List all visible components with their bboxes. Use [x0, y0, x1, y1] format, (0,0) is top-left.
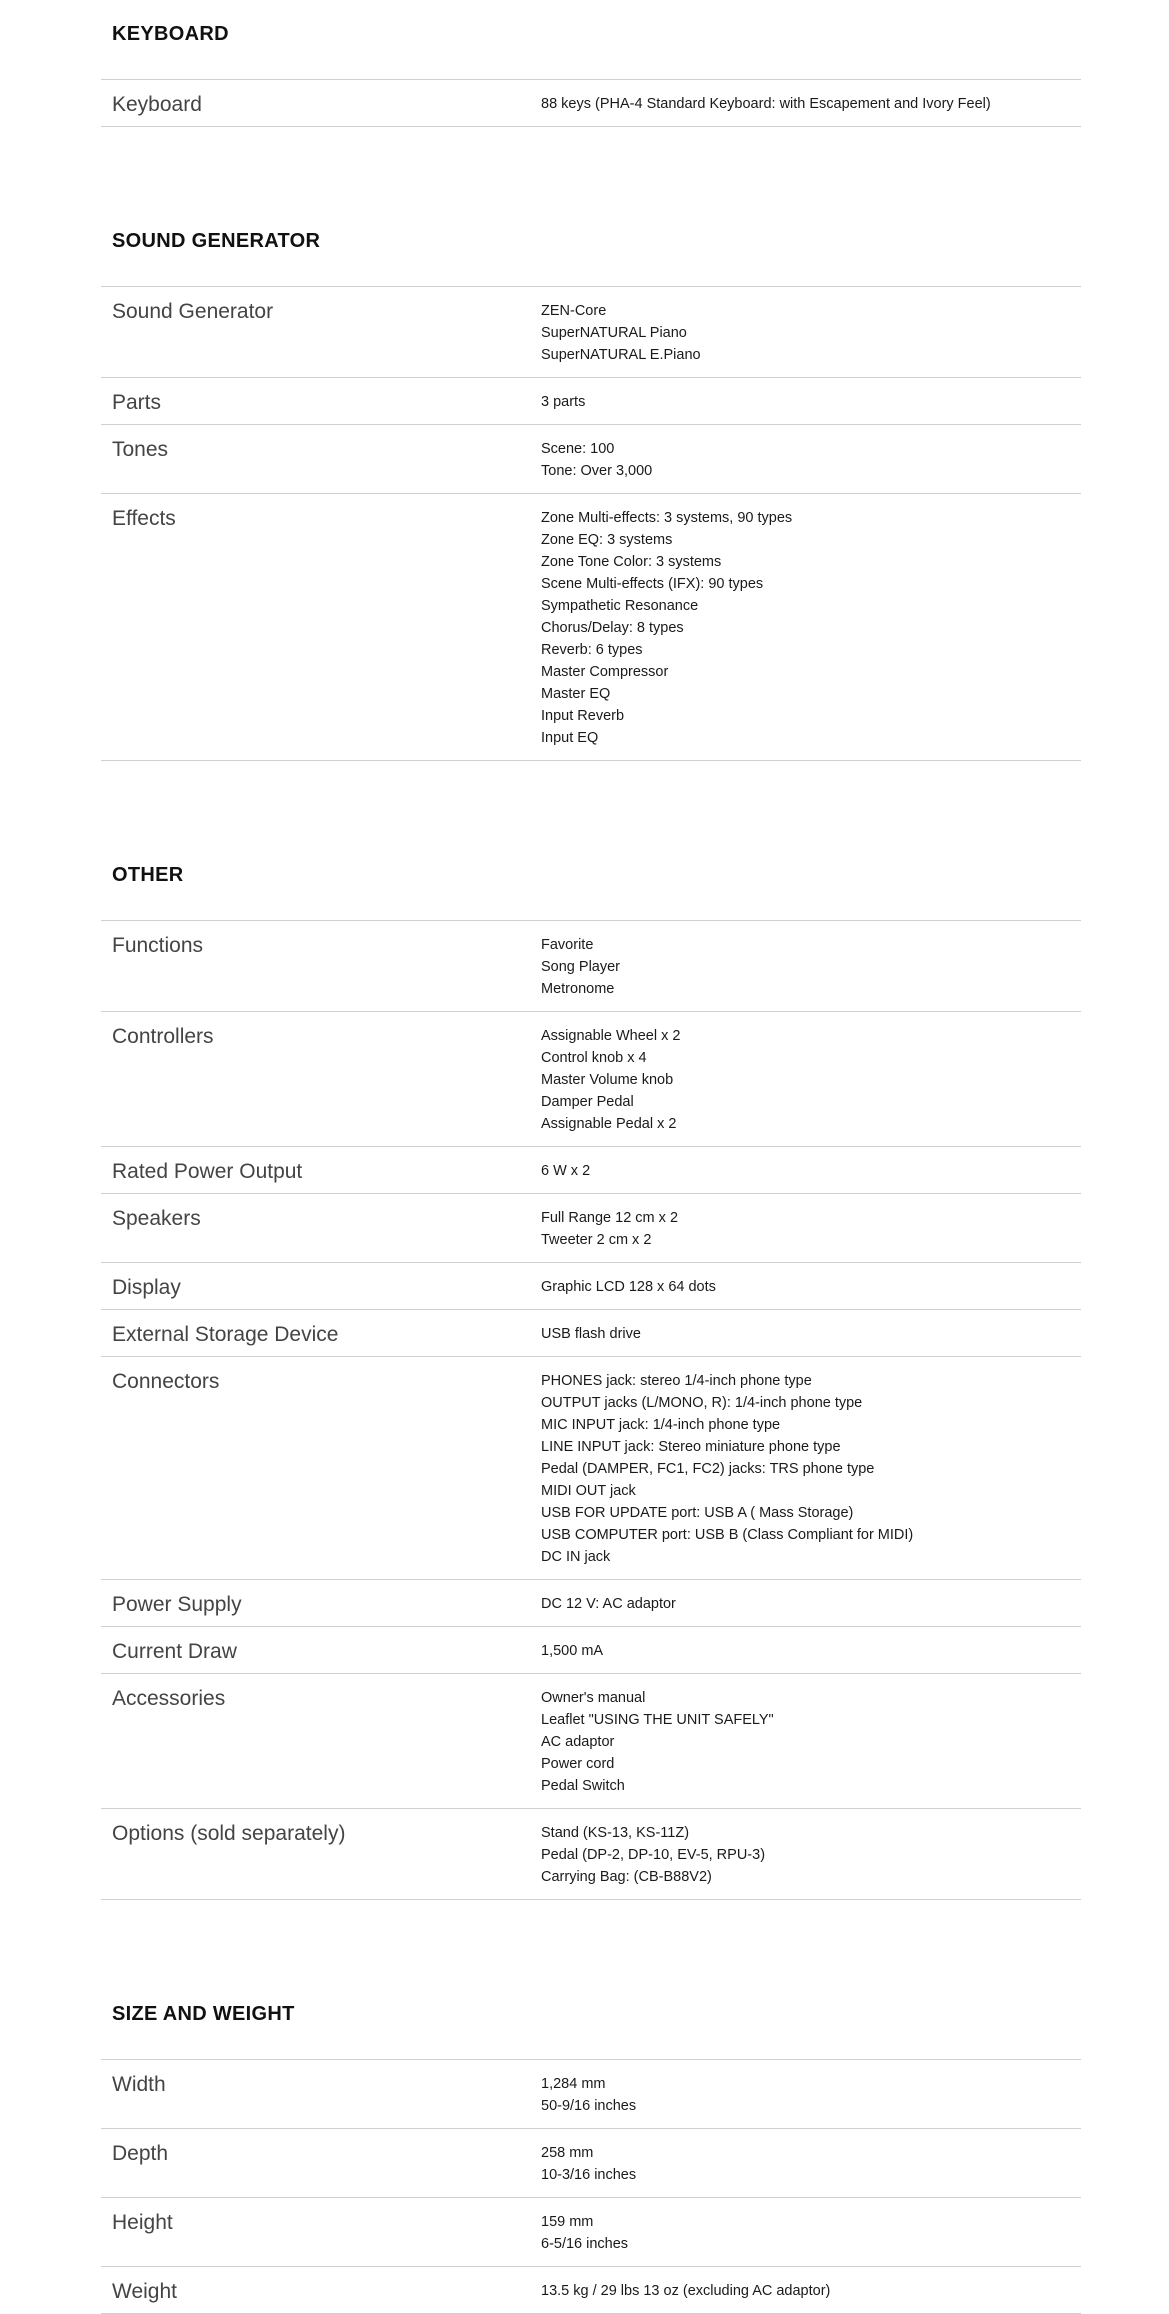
- spec-value: Zone Tone Color: 3 systems: [541, 554, 722, 570]
- spec-value: SuperNATURAL Piano: [541, 325, 687, 341]
- spec-value: Metronome: [541, 981, 615, 997]
- spec-label: Controllers: [112, 1025, 214, 1048]
- spec-label: Width: [112, 2073, 166, 2096]
- spec-row: [101, 1310, 1081, 1357]
- spec-values: [541, 1310, 1081, 1356]
- spec-value: AC adaptor: [541, 1734, 615, 1750]
- spec-row: [101, 1012, 1081, 1147]
- spec-label: Rated Power Output: [112, 1160, 303, 1183]
- spec-value: Owner's manual: [541, 1690, 646, 1706]
- spec-values: [541, 1147, 1081, 1193]
- spec-label: Height: [112, 2211, 173, 2234]
- spec-value: PHONES jack: stereo 1/4-inch phone type: [541, 1373, 812, 1389]
- spec-value: USB COMPUTER port: USB B (Class Compliant for MIDI): [541, 1527, 914, 1543]
- spec-values: [541, 2060, 1081, 2128]
- spec-value: DC IN jack: [541, 1549, 611, 1565]
- spec-value: 6 W x 2: [541, 1163, 591, 1179]
- spec-label: Keyboard: [112, 93, 202, 116]
- spec-label: Functions: [112, 934, 204, 957]
- spec-value: MIDI OUT jack: [541, 1483, 636, 1499]
- section-other: [101, 865, 1081, 1900]
- spec-value: 258 mm: [541, 2145, 594, 2161]
- spec-label: Weight: [112, 2280, 177, 2303]
- spec-values: [541, 2198, 1081, 2266]
- spec-value: Zone EQ: 3 systems: [541, 532, 673, 548]
- spec-values: [541, 2267, 1081, 2313]
- spec-values: [541, 1809, 1081, 1899]
- spec-row: [101, 1194, 1081, 1263]
- spec-values: [541, 425, 1081, 493]
- spec-value: Scene Multi-effects (IFX): 90 types: [541, 576, 764, 592]
- spec-row: [101, 1627, 1081, 1674]
- spec-value: 50-9/16 inches: [541, 2098, 637, 2114]
- spec-value: Favorite: [541, 937, 594, 953]
- spec-value: Master EQ: [541, 686, 611, 702]
- spec-value: 13.5 kg / 29 lbs 13 oz (excluding AC adaptor): [541, 2283, 831, 2299]
- spec-value: USB FOR UPDATE port: USB A ( Mass Storage): [541, 1505, 854, 1521]
- spec-value: 10-3/16 inches: [541, 2167, 637, 2183]
- section-title: SIZE AND WEIGHT: [101, 2004, 1081, 2060]
- spec-value: Tone: Over 3,000: [541, 463, 653, 479]
- spec-values: [541, 378, 1081, 424]
- spec-values: [541, 80, 1081, 126]
- spec-values: [541, 2129, 1081, 2197]
- spec-row: [101, 287, 1081, 378]
- spec-value: Pedal (DAMPER, FC1, FC2) jacks: TRS phone type: [541, 1461, 875, 1477]
- spec-label: Depth: [112, 2142, 169, 2165]
- specs-container: [101, 0, 1081, 2314]
- spec-row: [101, 1809, 1081, 1900]
- spec-values: [541, 1194, 1081, 1262]
- spec-row: [101, 80, 1081, 127]
- section-sound-generator: [101, 231, 1081, 761]
- spec-value: Input EQ: [541, 730, 599, 746]
- spec-value: Sympathetic Resonance: [541, 598, 699, 614]
- spec-value: Assignable Pedal x 2: [541, 1116, 677, 1132]
- section-title: OTHER: [101, 865, 1081, 921]
- spec-value: Pedal (DP-2, DP-10, EV-5, RPU-3): [541, 1847, 766, 1863]
- spec-label: Power Supply: [112, 1593, 242, 1616]
- spec-value: Stand (KS-13, KS-11Z): [541, 1825, 690, 1841]
- spec-value: Control knob x 4: [541, 1050, 647, 1066]
- spec-label: Current Draw: [112, 1640, 237, 1663]
- spec-row: [101, 1674, 1081, 1809]
- spec-value: ZEN-Core: [541, 303, 607, 319]
- spec-value: DC 12 V: AC adaptor: [541, 1596, 676, 1612]
- spec-value: Input Reverb: [541, 708, 625, 724]
- spec-value: Song Player: [541, 959, 620, 975]
- spec-row: [101, 1357, 1081, 1580]
- spec-values: [541, 1580, 1081, 1626]
- spec-value: USB flash drive: [541, 1326, 641, 1342]
- spec-value: 88 keys (PHA-4 Standard Keyboard: with Escapement and Ivory Feel): [541, 96, 991, 112]
- spec-label: Connectors: [112, 1370, 220, 1393]
- spec-value: Scene: 100: [541, 441, 615, 457]
- spec-value: Tweeter 2 cm x 2: [541, 1232, 652, 1248]
- spec-value: 3 parts: [541, 394, 586, 410]
- spec-value: Master Compressor: [541, 664, 669, 680]
- spec-value: Graphic LCD 128 x 64 dots: [541, 1279, 716, 1295]
- spec-label: Options (sold separately): [112, 1822, 346, 1845]
- spec-label: Display: [112, 1276, 181, 1299]
- spec-value: Assignable Wheel x 2: [541, 1028, 681, 1044]
- spec-value: 159 mm: [541, 2214, 594, 2230]
- spec-value: Zone Multi-effects: 3 systems, 90 types: [541, 510, 793, 526]
- spec-values: [541, 921, 1081, 1011]
- spec-label: Effects: [112, 507, 176, 530]
- spec-values: [541, 1012, 1081, 1146]
- spec-row: [101, 1580, 1081, 1627]
- spec-value: SuperNATURAL E.Piano: [541, 347, 701, 363]
- spec-row: [101, 2060, 1081, 2129]
- spec-value: LINE INPUT jack: Stereo miniature phone type: [541, 1439, 841, 1455]
- section-size-and-weight: [101, 2004, 1081, 2314]
- spec-row: [101, 2267, 1081, 2314]
- section-keyboard: [101, 24, 1081, 127]
- spec-values: [541, 1263, 1081, 1309]
- spec-value: OUTPUT jacks (L/MONO, R): 1/4-inch phone type: [541, 1395, 863, 1411]
- spec-label: Accessories: [112, 1687, 226, 1710]
- spec-value: Carrying Bag: (CB-B88V2): [541, 1869, 712, 1885]
- spec-row: [101, 2198, 1081, 2267]
- spec-values: [541, 287, 1081, 377]
- spec-row: [101, 425, 1081, 494]
- spec-label: Parts: [112, 391, 162, 414]
- section-title: KEYBOARD: [101, 24, 1081, 80]
- spec-values: [541, 1627, 1081, 1673]
- spec-value: Leaflet "USING THE UNIT SAFELY": [541, 1712, 774, 1728]
- spec-value: MIC INPUT jack: 1/4-inch phone type: [541, 1417, 781, 1433]
- spec-value: Chorus/Delay: 8 types: [541, 620, 684, 636]
- spec-value: Damper Pedal: [541, 1094, 634, 1110]
- spec-values: [541, 1674, 1081, 1808]
- spec-value: Reverb: 6 types: [541, 642, 643, 658]
- spec-row: [101, 1147, 1081, 1194]
- spec-row: [101, 921, 1081, 1012]
- spec-label: Sound Generator: [112, 300, 274, 323]
- section-title: SOUND GENERATOR: [101, 231, 1081, 287]
- spec-value: Pedal Switch: [541, 1778, 625, 1794]
- spec-value: Power cord: [541, 1756, 615, 1772]
- spec-row: [101, 494, 1081, 761]
- spec-label: Tones: [112, 438, 169, 461]
- spec-row: [101, 1263, 1081, 1310]
- spec-label: External Storage Device: [112, 1323, 339, 1346]
- spec-values: [541, 1357, 1081, 1579]
- spec-value: 1,500 mA: [541, 1643, 604, 1659]
- spec-value: Full Range 12 cm x 2: [541, 1210, 679, 1226]
- spec-value: 6-5/16 inches: [541, 2236, 629, 2252]
- spec-row: [101, 2129, 1081, 2198]
- spec-label: Speakers: [112, 1207, 201, 1230]
- spec-value: 1,284 mm: [541, 2076, 606, 2092]
- spec-value: Master Volume knob: [541, 1072, 674, 1088]
- spec-row: [101, 378, 1081, 425]
- spec-values: [541, 494, 1081, 760]
